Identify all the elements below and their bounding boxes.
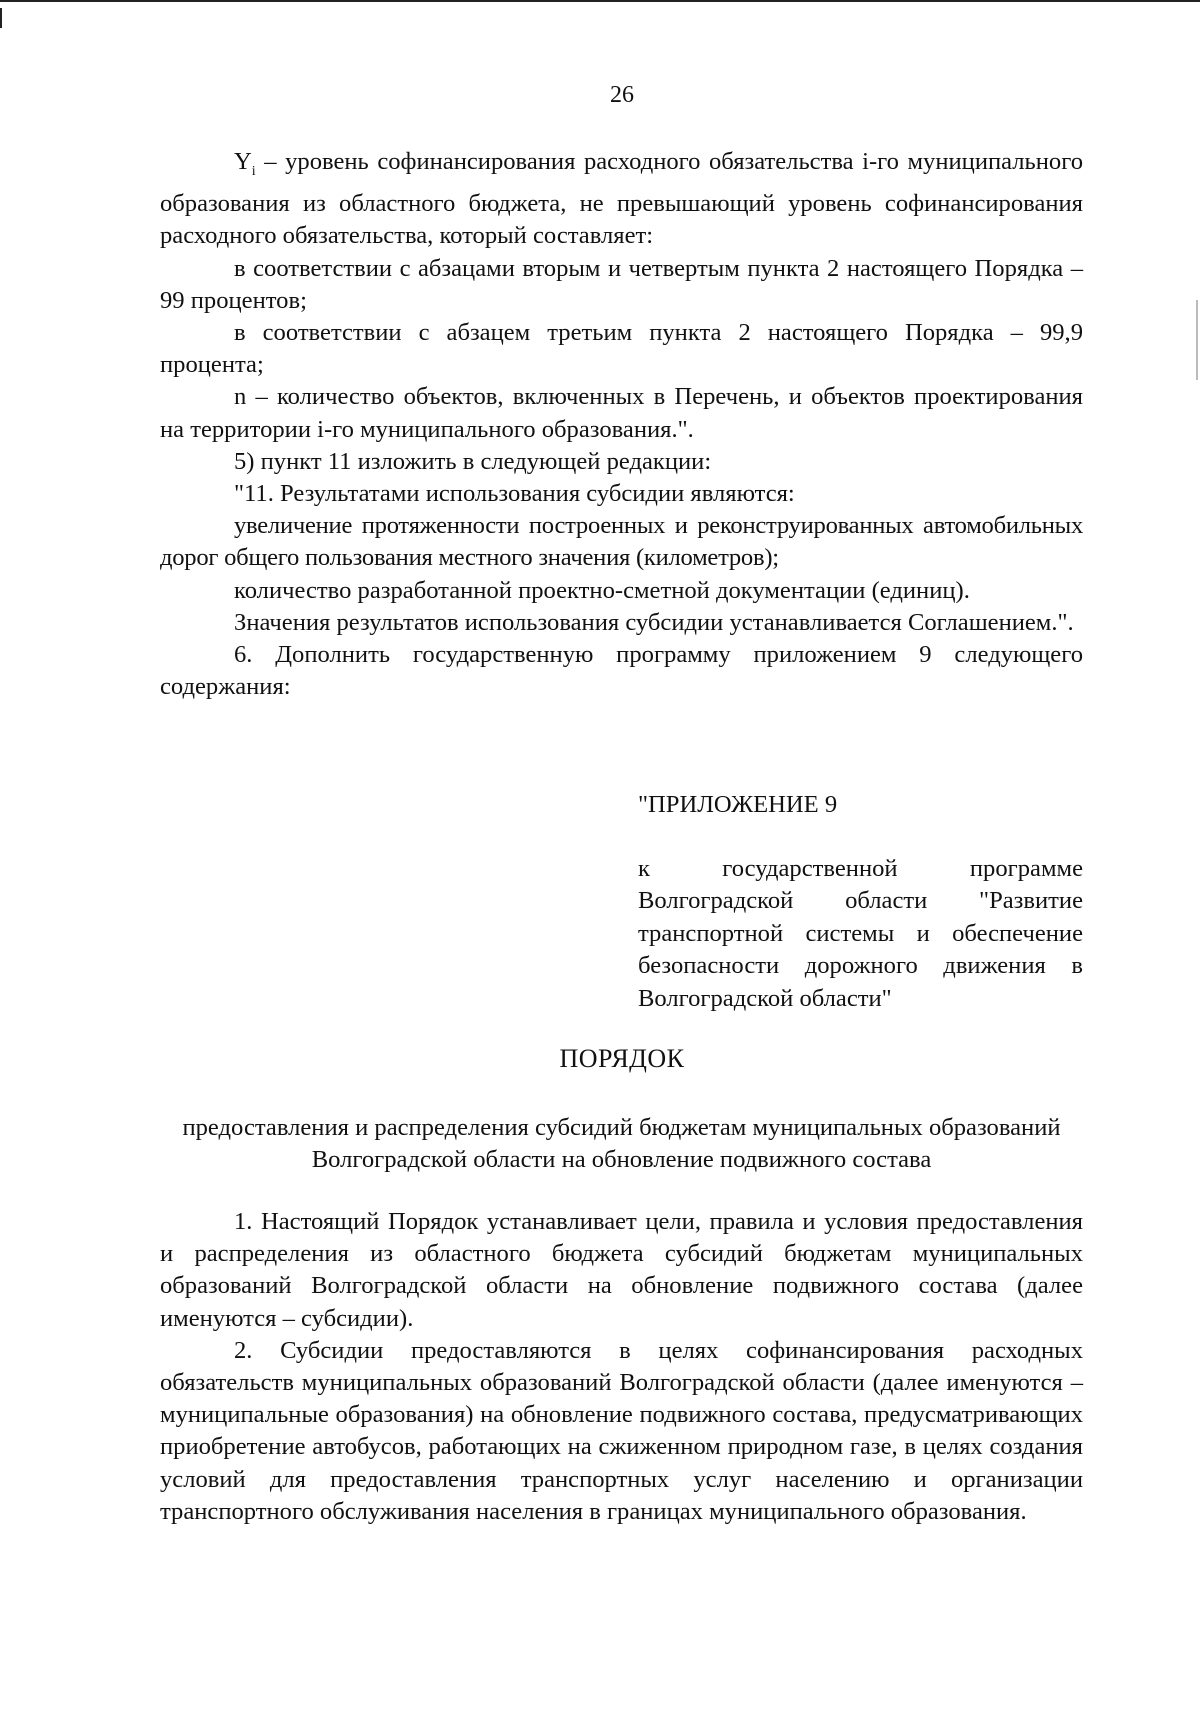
- scan-edge-top: [0, 0, 1200, 2]
- paragraph: 1. Настоящий Порядок устанавливает цели, правила и условия предоставления и распределения из областного бюджета субсидий бюджетам муниципальных образований Волгоградской области на обновление подвижного состава (далее именуются – субсидии).: [160, 1208, 1083, 1332]
- order-text-block: [160, 1206, 1083, 1528]
- paragraph: Значения результатов использования субсидии устанавливается Соглашением.".: [234, 608, 1074, 636]
- paragraph: увеличение протяженности построенных и реконструированных автомобильных дорог общего пользования местного значения (километров);: [160, 512, 1083, 572]
- scan-edge-left: [0, 8, 2, 28]
- paragraph: 2. Субсидии предоставляются в целях софинансирования расходных обязательств муниципальных образований Волгоградской области (далее именуются – муниципальные образования) на обновление подвижного состава, предусматривающих приобретение автобусов, работающих на сжиженном природном газе, в целях создания условий для предоставления транспортных услуг населению и организации транспортного обслуживания населения в границах муниципального образования.: [160, 1336, 1083, 1525]
- order-subheading: предоставления и распределения субсидий бюджетам муниципальных образований Волгоградской области на обновление подвижного состава: [182, 1114, 1061, 1174]
- paragraph: в соответствии с абзацами вторым и четвертым пункта 2 настоящего Порядка – 99 процентов;: [160, 254, 1083, 314]
- appendix-subtitle: к государственной программе Волгоградской области "Развитие транспортной системы и обеспечение безопасности дорожного движения в Волгоградской области": [638, 855, 1083, 1012]
- paragraph: 6. Дополнить государственную программу приложением 9 следующего содержания:: [160, 640, 1083, 701]
- page-number: 26: [610, 82, 634, 108]
- paragraph-yi: [160, 146, 1083, 253]
- variable-y: Y: [234, 148, 252, 175]
- paragraph-yi-text: – уровень софинансирования расходного обязательства i-го муниципального образования из областного бюджета, не превышающий уровень софинансирования расходного обязательства, который составляет:: [160, 148, 1083, 250]
- paragraph: количество разработанной проектно-сметной документации (единиц).: [234, 576, 970, 604]
- order-heading: ПОРЯДОК: [559, 1044, 685, 1073]
- appendix-title: "ПРИЛОЖЕНИЕ 9: [638, 791, 838, 818]
- paragraph: "11. Результатами использования субсидии являются:: [234, 479, 795, 507]
- paragraph: 5) пункт 11 изложить в следующей редакции:: [234, 447, 712, 475]
- paragraph: в соответствии с абзацем третьим пункта 2 настоящего Порядка – 99,9 процента;: [160, 318, 1083, 379]
- paragraph: n – количество объектов, включенных в Перечень, и объектов проектирования на территории i-го муниципального образования.".: [160, 383, 1083, 443]
- scan-edge-right: [1196, 300, 1198, 380]
- top-text-block: [160, 146, 1083, 703]
- variable-subscript: i: [251, 163, 256, 179]
